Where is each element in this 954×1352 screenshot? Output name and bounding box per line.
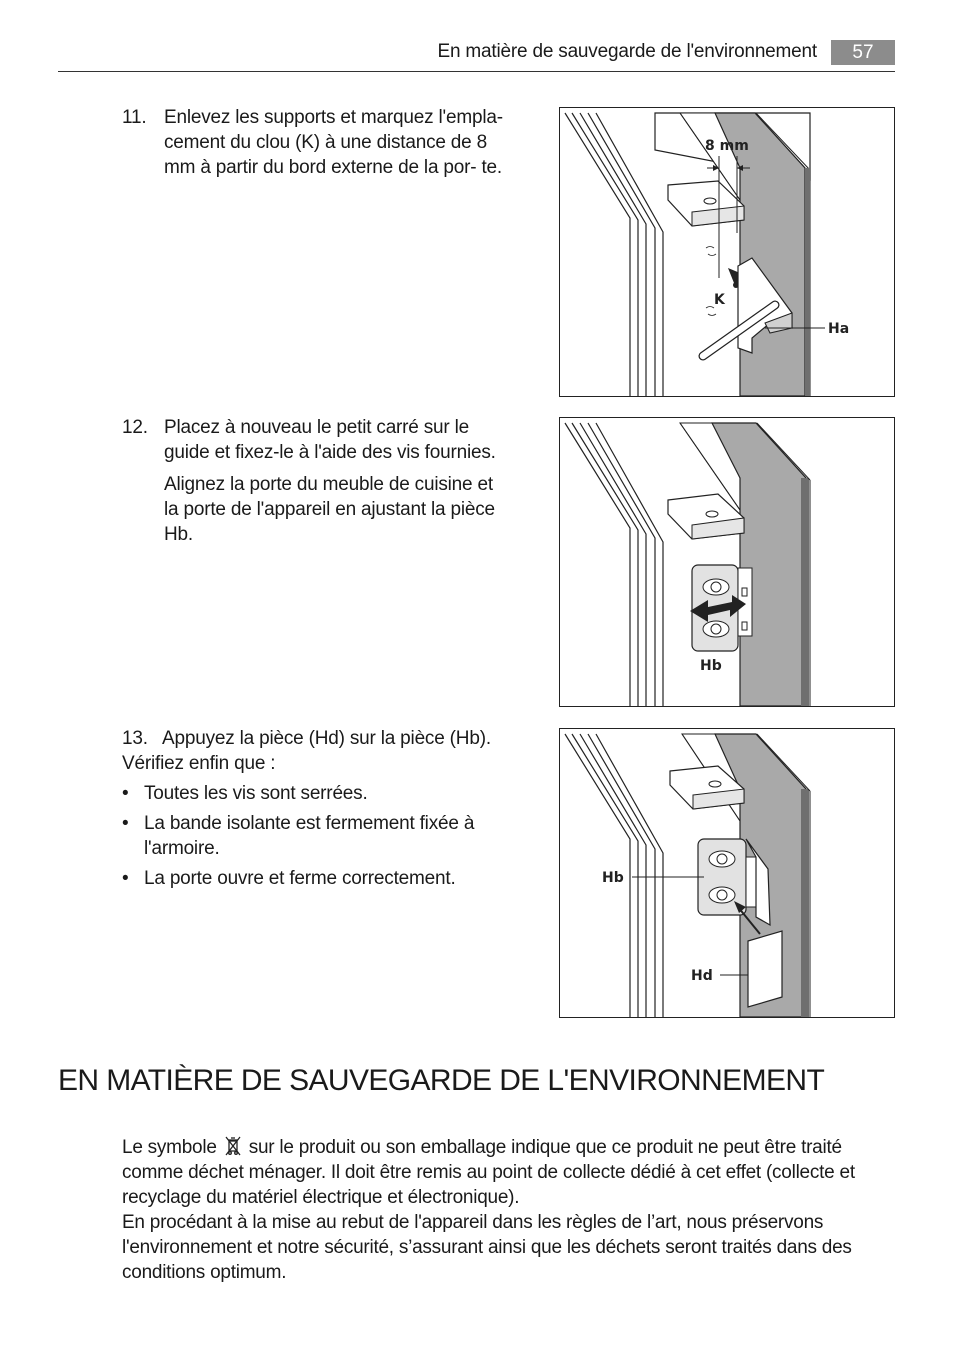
label-hd: Hd — [691, 968, 713, 984]
list-item: • Toutes les vis sont serrées. — [122, 781, 502, 806]
step-text-main: Appuyez la pièce (Hd) sur la pièce (Hb). — [162, 728, 491, 749]
figure-press-hd-onto-hb — [559, 728, 895, 1018]
header-title: En matière de sauvegarde de l'environnement — [437, 41, 817, 62]
paragraph-disposal — [122, 1135, 897, 1210]
crossed-out-wheelie-bin-icon — [225, 1136, 241, 1156]
section-body — [122, 1135, 897, 1285]
figure-1-drawing — [560, 108, 894, 396]
step-extra-text: Alignez la porte du meuble de cuisine et la porte de l'appareil en ajustant la pièce Hb. — [164, 474, 495, 545]
step-11 — [122, 105, 512, 180]
step-number: 12. — [122, 417, 148, 438]
list-item: • La porte ouvre et ferme correctement. — [122, 866, 502, 891]
step-13 — [122, 726, 502, 891]
label-ha: Ha — [828, 321, 850, 337]
figure-3-drawing — [560, 729, 894, 1017]
figure-mark-nail-position — [559, 107, 895, 397]
list-item: • La bande isolante est fermement fixée à l'armoire. — [122, 811, 502, 861]
step-number: 13. — [122, 728, 148, 749]
label-k: K — [714, 292, 725, 308]
dimension-label: 8 mm — [705, 138, 749, 154]
check-list — [122, 781, 502, 891]
paragraph-text-before: Le symbole — [122, 1137, 217, 1158]
page-header — [58, 38, 895, 72]
paragraph-text-after: sur le produit ou son emballage indique que ce produit ne peut être traité comme déchet ménager. Il doit être remis au point de collecte dédié à cet effet (collecte et recyclage du matériel électrique et électronique). — [122, 1137, 855, 1208]
step-text: Placez à nouveau le petit carré sur le guide et fixez-le à l'aide des vis fournies. — [164, 417, 496, 463]
step-intro: Vérifiez enfin que : — [122, 753, 276, 774]
page-number: 57 — [831, 40, 895, 65]
step-text — [122, 726, 502, 751]
step-number: 11. — [122, 107, 147, 128]
step-12 — [122, 415, 512, 547]
figure-align-door-hb — [559, 417, 895, 707]
figure-2-drawing — [560, 418, 894, 706]
label-hb: Hb — [602, 870, 624, 886]
section-title: EN MATIÈRE DE SAUVEGARDE DE L'ENVIRONNEMENT — [58, 1064, 825, 1097]
paragraph-environment: En procédant à la mise au rebut de l'appareil dans les règles de l’art, nous préservons l'environnement et notre sécurité, s’assurant ainsi que les déchets seront traités dans des conditions optimum. — [122, 1212, 852, 1283]
step-text: Enlevez les supports et marquez l'empla- cement du clou (K) à une distance de 8 mm à partir du bord externe de la por- te. — [164, 107, 503, 178]
label-hb: Hb — [700, 658, 722, 674]
